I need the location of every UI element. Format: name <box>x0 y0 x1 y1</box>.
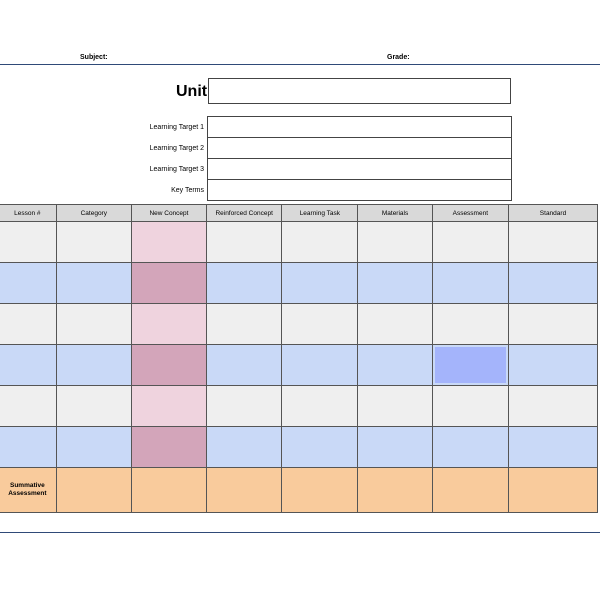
table-cell[interactable] <box>282 468 358 513</box>
col-standard: Standard <box>508 205 597 222</box>
table-cell[interactable] <box>432 263 508 304</box>
table-header-row <box>0 205 598 222</box>
summative-row <box>0 468 598 513</box>
table-cell[interactable] <box>282 345 358 386</box>
table-cell[interactable] <box>358 427 432 468</box>
table-cell[interactable] <box>432 304 508 345</box>
key-terms-field[interactable] <box>208 180 512 201</box>
table-cell[interactable] <box>56 427 131 468</box>
table-row <box>0 345 598 386</box>
table-row <box>0 427 598 468</box>
table-cell[interactable] <box>282 222 358 263</box>
new-concept-cell[interactable] <box>131 222 206 263</box>
table-cell[interactable] <box>282 386 358 427</box>
subject-label: Subject: <box>80 54 108 61</box>
table-cell[interactable] <box>508 222 597 263</box>
table-cell[interactable] <box>207 222 282 263</box>
table-cell[interactable] <box>207 263 282 304</box>
new-concept-cell[interactable] <box>131 427 206 468</box>
table-row <box>0 304 598 345</box>
table-cell[interactable] <box>56 304 131 345</box>
table-cell[interactable] <box>358 386 432 427</box>
learning-target-1-label: Learning Target 1 <box>149 123 204 131</box>
table-cell[interactable] <box>432 468 508 513</box>
table-cell[interactable] <box>207 345 282 386</box>
table-cell[interactable] <box>282 427 358 468</box>
table-cell[interactable] <box>508 345 597 386</box>
table-cell[interactable] <box>358 263 432 304</box>
learning-targets-table <box>130 116 512 201</box>
table-row <box>0 263 598 304</box>
table-cell[interactable] <box>432 386 508 427</box>
table-cell[interactable] <box>508 263 597 304</box>
table-cell[interactable] <box>282 263 358 304</box>
table-row <box>0 386 598 427</box>
col-reinforced-concept: Reinforced Concept <box>207 205 282 222</box>
table-cell[interactable] <box>0 427 56 468</box>
table-cell[interactable] <box>0 386 56 427</box>
col-learning-task: Learning Task <box>282 205 358 222</box>
table-cell[interactable] <box>358 468 432 513</box>
new-concept-cell[interactable] <box>131 263 206 304</box>
new-concept-cell[interactable] <box>131 386 206 427</box>
table-cell[interactable] <box>56 222 131 263</box>
table-cell[interactable] <box>207 468 282 513</box>
table-cell[interactable] <box>56 386 131 427</box>
table-cell[interactable] <box>0 345 56 386</box>
table-cell[interactable] <box>432 427 508 468</box>
table-cell[interactable] <box>207 386 282 427</box>
learning-target-2-label: Learning Target 2 <box>149 144 204 152</box>
unit-label: Unit <box>176 83 208 100</box>
table-cell[interactable] <box>432 222 508 263</box>
unit-field[interactable] <box>208 78 511 104</box>
col-assessment: Assessment <box>432 205 508 222</box>
table-cell[interactable] <box>358 304 432 345</box>
summative-assessment-label: Summative Assessment <box>0 468 56 513</box>
lesson-plan-table <box>0 204 598 513</box>
footer-divider <box>0 532 600 533</box>
grade-label: Grade: <box>387 54 410 61</box>
table-cell[interactable] <box>56 468 131 513</box>
header-divider <box>0 64 600 65</box>
table-cell[interactable] <box>358 345 432 386</box>
learning-target-3-label: Learning Target 3 <box>149 165 204 173</box>
table-cell[interactable] <box>207 304 282 345</box>
new-concept-cell[interactable] <box>131 304 206 345</box>
table-cell[interactable] <box>0 222 56 263</box>
key-terms-label: Key Terms <box>171 186 204 194</box>
table-cell[interactable] <box>0 263 56 304</box>
selected-assessment-cell[interactable] <box>432 345 508 386</box>
table-row <box>0 222 598 263</box>
table-cell[interactable] <box>56 345 131 386</box>
table-cell[interactable] <box>0 304 56 345</box>
learning-target-2-field[interactable] <box>208 138 512 159</box>
col-new-concept: New Concept <box>131 205 206 222</box>
table-cell[interactable] <box>508 427 597 468</box>
table-cell[interactable] <box>508 386 597 427</box>
table-cell[interactable] <box>207 427 282 468</box>
table-cell[interactable] <box>56 263 131 304</box>
new-concept-cell[interactable] <box>131 345 206 386</box>
table-cell[interactable] <box>358 222 432 263</box>
col-category: Category <box>56 205 131 222</box>
learning-target-1-field[interactable] <box>208 117 512 138</box>
col-materials: Materials <box>358 205 432 222</box>
table-cell[interactable] <box>508 304 597 345</box>
table-cell[interactable] <box>508 468 597 513</box>
col-lesson-number: Lesson # <box>0 205 56 222</box>
table-cell[interactable] <box>282 304 358 345</box>
table-cell[interactable] <box>131 468 206 513</box>
learning-target-3-field[interactable] <box>208 159 512 180</box>
